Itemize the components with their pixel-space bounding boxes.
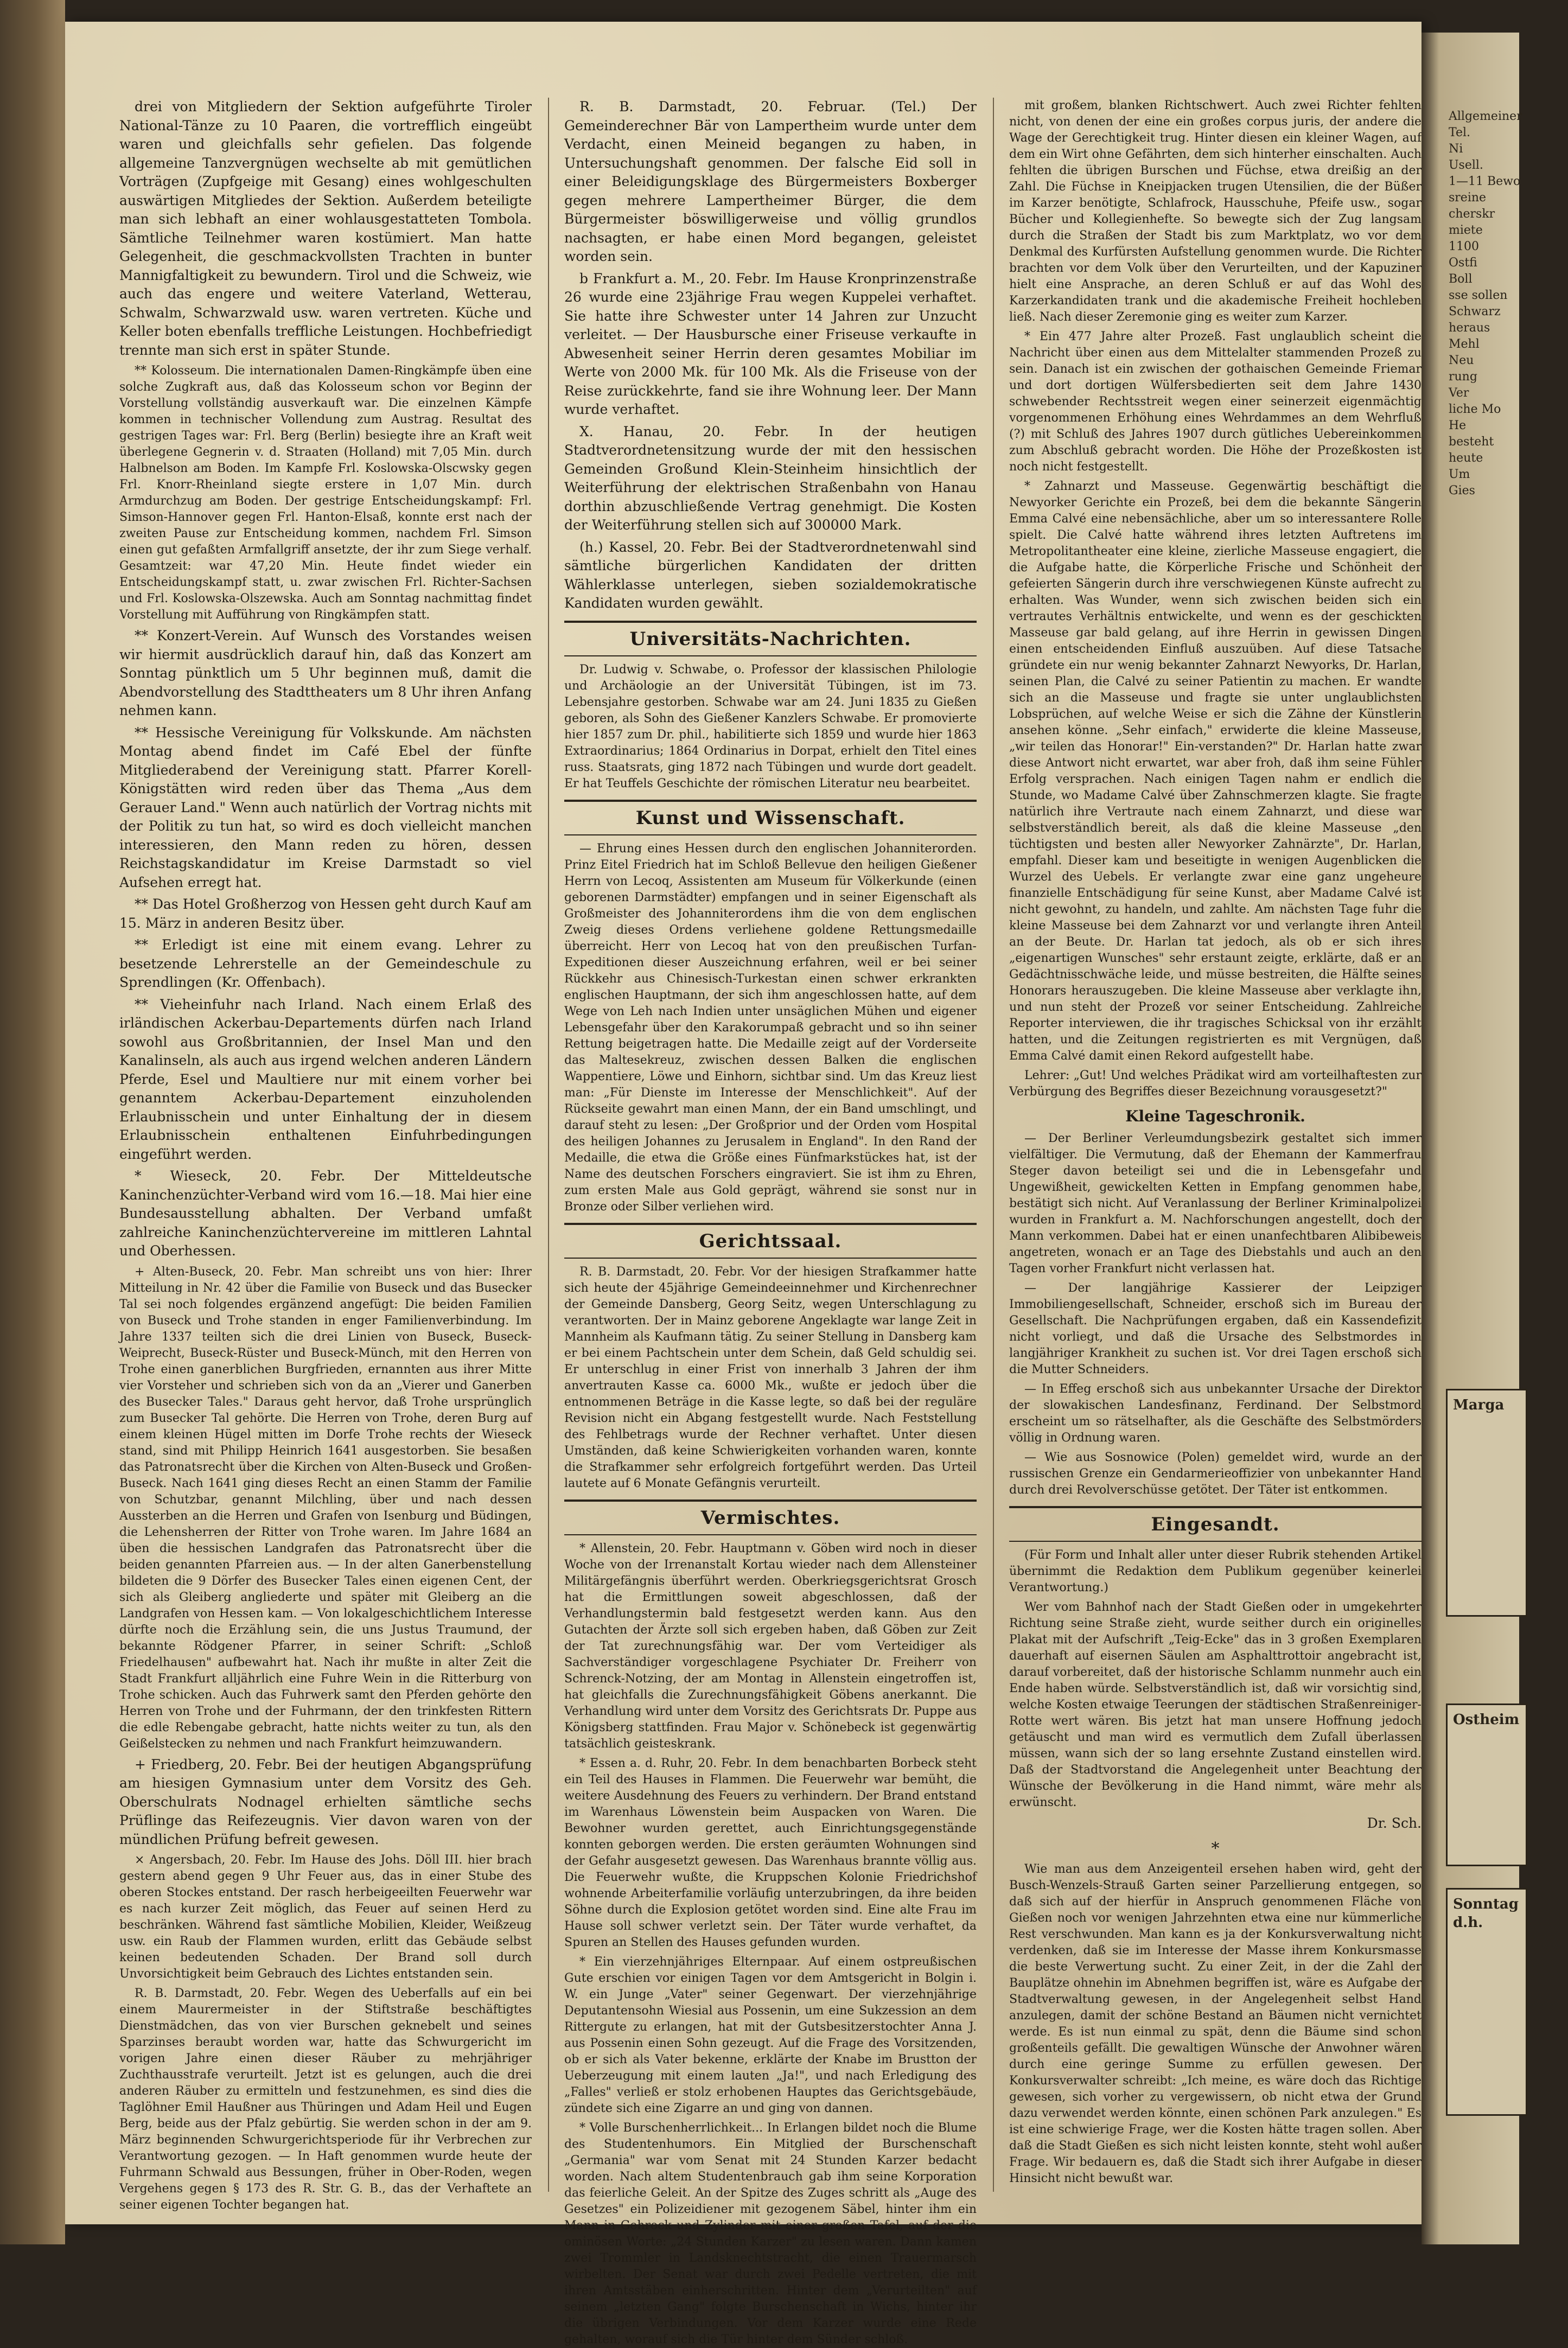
article-paragraph: Wie man aus dem Anzeigenteil ersehen haben wird, geht der Busch-Wenzels-Strauß Garten seiner Parzellierung entgegen, so daß sich auf der hierfür in Anspruch genommenen Fläche von Gießen noch vor wenigen Jahrzehnten etwa eine nur kümmerliche Rest verschwunden. Man kann es ja der Konkursverwaltung nicht verdenken, daß sie im Interesse der Masse ihrem Konkursmasse die beste Verwertung sucht. Zu einer Zeit, in der die Zahl der Bauplätze ohnehin im Abnehmen begriffen ist, wäre es Aufgabe der Stadtverwaltung gewesen, in der Angelegenheit selbst Hand anzulegen, damit der schöne Bestand an Bäumen nicht vernichtet werde. Es ist nun einmal zu spät, denn die Bäume sind schon großenteils gefällt. Die gewaltigen Wünsche der Anwohner wären durch eine geringe Summe zu erfüllen gewesen. Der Konkursverwalter schreibt: „Ich meine, es wäre doch das Richtige gewesen, sich vorher zu vergewissern, ob nicht etwa der Grund dazu verwendet werden könnte, einen schönen Park anzulegen." Es ist eine schwierige Frage, wer die Kosten hätte tragen sollen. Aber daß die Stadt Gießen es sich nicht leisten konnte, steht wohl außer Frage. Wir bedauern es, daß die Stadt sich ihrer Aufgabe in dieser Hinsicht nicht bewußt war. — [1009, 1862, 1422, 2185]
article-paragraph: * Allenstein, 20. Febr. Hauptmann v. Göben wird noch in dieser Woche von der Irrenanstalt Kortau wieder nach dem Allensteiner Militärgefängnis überführt werden. Oberkriegsgerichtsrat Grosch hat die Ermittlungen soweit abgeschlossen, daß der Verhandlungstermin bald festgesetzt werden kann. Aus den Gutachten der Ärzte soll sich ergeben haben, daß Göben zur Zeit der Tat zurechnungsfähig war. Der vom Verteidiger als Sachverständiger vorgeschlagene Psychiater Dr. Freiherr von Schrenck-Notzing, der am Montag in Allenstein eingetroffen ist, hat gleichfalls die Zurechnungsfähigkeit Göbens anerkannt. Die Verhandlung wird unter dem Vorsitz des Gerichtsrats Dr. Puppe aus Königsberg stattfinden. Frau Major v. Schönebeck ist gegenwärtig tatsächlich geisteskrank. — [564, 1541, 977, 1751]
section-heading: Vermischtes. — [564, 1500, 977, 1535]
signature: Dr. Sch. — [1367, 1815, 1422, 1831]
article-paragraph: R. B. Darmstadt, 20. Febr. Vor der hiesigen Strafkammer hatte sich heute der 45jährige Gemeindeeinnehmer und Kirchenrechner der Gemeinde Dansberg, Georg Seitz, wegen Unterschlagung zu verantworten. Der in Mainz geborene Angeklagte war lange Zeit in Mannheim als Kaufmann tätig. Zu seiner Stellung in Dansberg kam er bei einem Pachtschein unter dem Schein, daß Geld schuldig sei. Er unterschlug in einer Frist von innerhalb 3 Jahren der ihm anvertrauten Kasse ca. 6000 Mk., wußte er jedoch über die entnommenen Beträge in die Kasse legte, so daß bei der reguläre Revision nicht ein Abgang festgestellt wurde. Nach Feststellung des Fehlbetrags wurde der Rechner verhaftet. Unter diesen Umständen, daß keine Schwierigkeiten vorhanden waren, konnte die Strafkammer sehr erfolgreich fortgeführt werden. Das Urteil lautete auf 6 Monate Gefängnis verurteilt. — [564, 1265, 977, 1490]
advertisement-text: Ostheim — [1453, 1712, 1520, 1728]
article-paragraph: * Zahnarzt und Masseuse. Gegenwärtig beschäftigt die Newyorker Gerichte ein Prozeß, bei dem die bekannte Sängerin Emma Calvé eine nebensächliche, aber um so interessantere Rolle spielt. Die Calvé hatte während ihres letzten Auftretens im Metropolitantheater eine kleine, zierliche Masseuse engagiert, die die Aufgabe hatte, die Körperliche Frische und Schönheit der gefeierten Sängerin durch ihre verschwiegenen Künste aufrecht zu erhalten. Was Wunder, wenn sich zwischen beiden sich ein vertrautes Verhältnis entwickelte, und wenn es der geschickten Masseuse gar bald gelang, auf ihre Herrin in gewissen Dingen einen entscheidenden Einfluß auszuüben. Auf diese Tatsache gründete ein nur wenig bekannter Zahnarzt Newyorks, Dr. Harlan, seinen Plan, die Calvé zu seiner Patientin zu machen. Er wandte sich an die Masseuse und fragte sie unter unglaublichsten Lobsprüchen, auf welche Weise er sich die Zähne der Künstlerin ansehen könne. „Sehr einfach," erwiderte die kleine Masseuse, „wir teilen das Honorar!" Ein-verstanden?" Dr. Harlan hatte zwar diese Antwort nicht erwartet, war aber froh, daß ihm seine Fühler Erfolg versprachen. Nach einigen Tagen nahm er endlich die Stunde, wo Madame Calvé über Zahnschmerzen klagte. Sie fragte natürlich ihre Vertraute nach einem Zahnarzt, und diese war selbstverständlich bereit, als daß die kleine Masseuse „den tüchtigsten und besten aller Newyorker Zahnärzte", Dr. Harlan, empfahl. Dieser kam und beseitigte in wenigen Augenblicken die Wurzel des Uebels. Er verlangte zwar eine ganz ungeheure finanzielle Entschädigung für seine Kunst, aber Madame Calvé ist nicht gewohnt, zu handeln, und zahlte. Am nächsten Tage fuhr die kleine Masseuse bei dem Zahnarzt vor und verlangte ihren Anteil an der Beute. Dr. Harlan tat jedoch, als ob er sich ihres „eigenartigen Wunsches" sehr erstaunt zeigte, erklärte, daß er an Gedächtnisschwäche leide, und müsse bestreiten, die Hälfte seines Honorars herauszugeben. Die kleine Masseuse aber verklagte ihn, und nun steht der Prozeß vor seiner Entscheidung. Zahlreiche Reporter interviewen, die ihr tragisches Schicksal von ihr erzählt hatten, und die Zeitungen registrierten es mit Vergnügen, daß Emma Calvé damit einen Rekord aufgestellt habe. — [1009, 480, 1422, 1063]
article-paragraph: R. B. Darmstadt, 20. Februar. (Tel.) Der Gemeinderechner Bär von Lampertheim wurde unter dem Verdacht, einen Meineid begangen zu haben, in Untersuchungshaft genommen. Der falsche Eid soll in einer Beleidigungsklage des Bürgermeisters Boxberger gegen mehrere Lampertheimer Bürger, die dem Bürgermeister böswilligerweise und völlig grundlos nachsagten, er habe einen Mord begangen, geleistet worden sein. — [564, 99, 977, 264]
advertisement-text: Marga — [1453, 1397, 1505, 1413]
article-paragraph: b Frankfurt a. M., 20. Febr. Im Hause Kronprinzenstraße 26 wurde eine 23jährige Frau wegen Kuppelei verhaftet. Sie hatte ihre Schwester unter 14 Jahren zur Unzucht verleitet. — Der Hausbursche einer Friseuse verkaufte in Abwesenheit seiner Herrin deren gesamtes Mobiliar im Werte von 2000 Mk. für 100 Mk. Als die Friseuse von der Reise zurückkehrte, fand sie ihre Wohnung leer. Der Mann wurde verhaftet. — [564, 270, 977, 417]
column-rule — [993, 98, 994, 2192]
article-paragraph: ** Konzert-Verein. Auf Wunsch des Vorstandes weisen wir hiermit ausdrücklich darauf hin, daß das Konzert am Sonntag pünktlich um 5 Uhr beginnen muß, damit die Abendvorstellung des Stadttheaters um 8 Uhr ihren Anfang nehmen kann. — [119, 628, 532, 718]
article-paragraph: — Ehrung eines Hessen durch den englischen Johanniterorden. Prinz Eitel Friedrich hat im Schloß Bellevue den heiligen Gießener Herrn von Lecoq, Assistenten am Museum für Völkerkunde (einen geborenen Darmstädter) empfangen und in seiner Eigenschaft als Großmeister des Johanniterordens ihm die von dem englischen Zweig dieses Ordens verliehene goldene Rettungsmedaille überreicht. Herr von Lecoq hat von den preußischen Turfan-Expeditionen dieser Auszeichnung erfahren, weil er bei seiner Rückkehr aus Chinesisch-Turkestan einen schwer erkrankten englischen Hauptmann, der sich ihm angeschlossen hatte, auf dem Wege von Leh nach Indien unter unsäglichen Mühen und eigener Lebensgefahr über den Karakorumpaß gebracht und so ihn seiner Rettung beigetragen hatte. Die Medaille zeigt auf der Vorderseite das Maltesekreuz, zwischen dessen Balken die englischen Wappentiere, Löwe und Einhorn, sichtbar sind. Um das Kreuz liest man: „Für Dienste im Interesse der Menschlichkeit". Auf der Rückseite gewahrt man einen Mann, der ein Band umschlingt, und darauf steht zu lesen: „Der Großprior und der Orden vom Hospital des heiligen Johannes zu Jerusalem in England". In den Rand der Medaille, die etwa die Größe eines Fünfmarkstückes hat, ist der Name des deutschen Forschers eingraviert. Sie ist ihm zu Ehren, zum ersten Male aus Gold geprägt, während sie sonst nur in Bronze oder Silber verliehen wird. — [564, 841, 977, 1214]
article-paragraph: — In Effeg erschoß sich aus unbekannter Ursache der Direktor der slowakischen Landesfinanz, Ferdinand. Der Selbstmord erscheint um so rätselhafter, als die Geschäfte des Selbstmörders völlig in Ordnung waren. — [1009, 1382, 1422, 1445]
section-heading: Eingesandt. — [1009, 1506, 1422, 1542]
book-binding-gutter — [0, 0, 65, 2244]
article-paragraph: * Essen a. d. Ruhr, 20. Febr. In dem benachbarten Borbeck steht ein Teil des Hauses in Flammen. Die Feuerwehr war bemüht, die weitere Ausdehnung des Feuers zu verhindern. Der Brand entstand im Warenhaus Löwenstein beim Auspacken von Waren. Die Bewohner wurden gerettet, auch Einrichtungsgegenstände konnten geborgen werden. Die ersten geräumten Wohnungen sind der Gefahr ausgesetzt gewesen. Das Warenhaus brannte völlig aus. Die Feuerwehr wußte, die Kruppschen Kolonie Friedrichshof wohnende Arbeiterfamilie vorläufig unterzubringen, da ihre beiden Söhne durch die Explosion getötet worden sind. Eine alte Frau im Hause soll schwer verletzt sein. Der Täter wurde verhaftet, da Spuren an Stellen des Hauses gefunden wurden. — [564, 1756, 977, 1949]
article-paragraph: X. Hanau, 20. Febr. In der heutigen Stadtverordnetensitzung wurde der mit den hessischen Gemeinden Großund Klein-Steinheim hinsichtlich der Weiterführung der elektrischen Straßenbahn von Hanau dorthin abzuschließende Vertrag genehmigt. Die Kosten der Weiterführung stellen sich auf 300000 Mark. — [564, 423, 977, 533]
column-rule — [548, 98, 549, 2192]
article-paragraph: * Ein 477 Jahre alter Prozeß. Fast unglaublich scheint die Nachricht über einen aus dem Mittelalter stammenden Prozeß zu sein. Danach ist ein zwischen der gothaischen Gemeinde Friemar und dort dortigen Wülfersbedierten seit dem Jahre 1430 schwebender Rechtsstreit wegen einer seinerzeit eigenmächtig vorgenommenen Erhöhung eines Wehrdammes an dem Wehrfluß (?) mit Schluß des Jahres 1907 durch gütliches Uebereinkommen zum Abschluß gebracht worden. Die Höhe der Prozeßkosten ist noch nicht festgestellt. — [1009, 330, 1422, 474]
section-heading: Kunst und Wissenschaft. — [564, 800, 977, 835]
article-paragraph: ** Erledigt ist eine mit einem evang. Lehrer zu besetzende Lehrerstelle an der Gemeindeschule zu Sprendlingen (Kr. Offenbach). — [119, 937, 532, 990]
article-paragraph: Dr. Ludwig v. Schwabe, o. Professor der klassischen Philologie und Archäologie an der Universität Tübingen, ist im 73. Lebensjahre gestorben. Schwabe war am 24. Juni 1835 zu Gießen geboren, als Sohn des Gießener Kanzlers Schwabe. Er promovierte hier 1857 zum Dr. phil., habilitierte sich 1859 und wurde hier 1863 Extraordinarius; 1864 Ordinarius in Dorpat, erhielt den Titel eines russ. Staatsrats, ging 1872 nach Tübingen und wurde dort geadelt. Er hat Teuffels Geschichte der römischen Literatur neu bearbeitet. — [564, 662, 977, 790]
section-divider: * — [1211, 1839, 1220, 1858]
article-paragraph: ** Hessische Vereinigung für Volkskunde. Am nächsten Montag abend findet im Café Ebel der fünfte Mitgliederabend der Vereinigung statt. Pfarrer Korell-Königstätten wird reden über das Thema „Aus dem Gerauer Land." Wenn auch natürlich der Vortrag nichts mit der Politik zu tun hat, so wird es doch vielleicht manchen interessieren, den Mann reden zu hören, dessen Reichstagskandidatur im Kreise Darmstadt so viel Aufsehen erregt hat. — [119, 724, 532, 890]
advertisement-box — [1446, 1389, 1527, 1617]
next-page-edge — [1422, 33, 1522, 2244]
article-paragraph: — Wie aus Sosnowice (Polen) gemeldet wird, wurde an der russischen Grenze ein Gendarmerieoffizier von unbekannter Hand durch drei Revolverschüsse getötet. Der Täter ist entkommen. — [1009, 1451, 1422, 1497]
article-paragraph: ** Das Hotel Großherzog von Hessen geht durch Kauf am 15. März in anderen Besitz über. — [119, 896, 532, 931]
article-paragraph: mit großem, blanken Richtschwert. Auch zwei Richter fehlten nicht, von denen der eine ein großes corpus juris, der andere die Wage der Gerechtigkeit trug. Hinter diesen ein kleiner Wagen, auf dem ein Wirt ohne Gefährten, dem sich hinterher einschalten. Auch fehlten die übrigen Burschen und Füchse, etwa dreißig an der Zahl. Die Füchse in Kneipjacken trugen Utensilien, die der Büßer im Karzer benötigte, Schlafrock, Hausschuhe, Pfeife usw., sogar Bücher und Kollegienhefte. So bewegte sich der Zug langsam durch die Straßen der Stadt bis zum Marktplatz, wo vor dem Denkmal des Kurfürsten Aufstellung genommen wurde. Die Richter brachten vor dem Volk über den Verurteilten, und der Kapuziner hielt eine Ansprache, an deren Schluß er auf das Wohl des Karzerkandidaten trank und die akademische Freiheit hochleben ließ. Nach dieser Zeremonie ging es weiter zum Karzer. — [1009, 99, 1422, 324]
article-paragraph: drei von Mitgliedern der Sektion aufgeführte Tiroler National-Tänze zu 10 Paaren, die vortrefflich eingeübt waren und gleichfalls sehr gefielen. Das folgende allgemeine Tanzvergnügen wechselte ab mit gemütlichen Vorträgen (Zupfgeige mit Gesang) eines wohlgeschulten auswärtigen Mitgliedes der Sektion. Außerdem beteiligte man sich lebhaft an einer wohlausgestatteten Tombola. Sämtliche Teilnehmer waren kostümiert. Man hatte Gelegenheit, die geschmackvollsten Trachten in bunter Mannigfaltigkeit zu bewundern. Tirol und die Schweiz, wie auch das engere und weitere Vaterland, Wetterau, Schwalm, Schwarzwald usw. waren vertreten. Küche und Keller boten ebenfalls treffliche Leistungen. Hochbefriedigt trennte man sich erst in später Stunde. — [119, 99, 532, 358]
column-middle — [564, 98, 977, 2346]
article-paragraph: ** Kolosseum. Die internationalen Damen-Ringkämpfe üben eine solche Zugkraft aus, daß das Kolosseum schon vor Beginn der Vorstellung vollständig ausverkauft war. Die einzelnen Kämpfe kommen in technischer Vollendung zum Austrag. Resultat des gestrigen Tages war: Frl. Berg (Berlin) besiegte ihre an Kraft weit überlegene Gegnerin v. d. Straaten (Holland) mit 7,05 Min. durch Halbnelson am Boden. Im Kampfe Frl. Koslowska-Olscwsky gegen Frl. Knorr-Rheinland siegte erstere in 1,07 Min. durch Armdurchzug am Boden. Der gestrige Entscheidungskampf: Frl. Simson-Hannover gegen Frl. Hanton-Elsaß, konnte erst nach der zweiten Pause zur Entscheidung kommen, nachdem Frl. Simson einen gut gefaßten Armfallgriff ansetzte, der ihr zum Siege verhalf. Gesamtzeit: war 47,20 Min. Heute findet wieder ein Entscheidungskampf statt, u. zwar zwischen Frl. Richter-Sachsen und Frl. Koslowska-Olszewska. Auch am Sonntag nachmittag findet Vorstellung mit Aufführung von Ringkämpfen statt. — [119, 364, 532, 622]
article-paragraph: (h.) Kassel, 20. Febr. Bei der Stadtverordnetenwahl sind sämtliche bürgerlichen Kandidaten der dritten Wählerklasse unterlegen, sieben sozialdemokratische Kandidaten wurden gewählt. — [564, 539, 977, 611]
subsection-heading: Kleine Tageschronik. — [1125, 1107, 1305, 1125]
advertisement-box — [1446, 1888, 1527, 2116]
article-paragraph: × Angersbach, 20. Febr. Im Hause des Johs. Döll III. hier brach gestern abend gegen 9 Uhr Feuer aus, das in einer Stube des oberen Stockes entstand. Der rasch herbeigeeilten Feuerwehr war es nach kurzer Zeit möglich, das Feuer auf seinen Herd zu beschränken. Während fast sämtliche Mobilien, Kleider, Weißzeug usw. ein Raub der Flammen wurden, erlitt das Gebäude selbst keinen bedeutenden Schaden. Der Brand soll durch Unvorsichtigkeit beim Gebrauch des Lichtes entstanden sein. — [119, 1853, 532, 1981]
column-right — [1009, 98, 1422, 2203]
article-paragraph: + Friedberg, 20. Febr. Bei der heutigen Abgangsprüfung am hiesigen Gymnasium unter dem Vorsitz des Geh. Oberschulrats Nodnagel erhielten sämtliche sechs Prüflinge das Reifezeugnis. Vier davon waren von der mündlichen Prüfung befreit gewesen. — [119, 1756, 532, 1847]
next-page-text-fragments: Allgemeiner Tel. Ni Usell. 1—11 Bewo sreine cherskr miete 1100 Ostfi Boll sse sollen Schwarz heraus Mehl Neu rung Ver liche Mo He besteht heute Um Gies — [1449, 110, 1522, 497]
newspaper-page — [65, 22, 1422, 2346]
advertisement-text: Sonntag d.h. — [1453, 1896, 1519, 1931]
article-paragraph: * Wieseck, 20. Febr. Der Mitteldeutsche Kaninchenzüchter-Verband wird vom 16.—18. Mai hier eine Bundesausstellung abhalten. Der Verband umfaßt zahlreiche Kaninchenzüchtervereine im mittleren Lahntal und Oberhessen. — [119, 1168, 532, 1259]
column-left — [119, 98, 532, 2212]
article-paragraph: ** Vieheinfuhr nach Irland. Nach einem Erlaß des irländischen Ackerbau-Departements dürfen nach Irland sowohl aus Großbritannien, der Insel Man und den Kanalinseln, als auch aus irgend welchen anderen Ländern Pferde, Esel und Maultiere nur mit einem vorher bei genanntem Ackerbau-Departement einzuholenden Erlaubnisschein und unter Einhaltung der in diesem Erlaubnisschein enthaltenen Einfuhrbedingungen eingeführt werden. — [119, 996, 532, 1162]
article-paragraph: + Alten-Buseck, 20. Febr. Man schreibt uns von hier: Ihrer Mitteilung in Nr. 42 über die Familie von Buseck und das Busecker Tal sei noch folgendes ergänzend angefügt: Die beiden Familien von Buseck und Trohe standen in enger Familienverbindung. Im Jahre 1337 teilten sich die drei Linien von Buseck, Buseck-Weiprecht, Buseck-Rüster und Buseck-Münch, mit den Herren von Trohe einen ganerblichen Burgfrieden, ernannten aus ihrer Mitte vier Vorsteher und schrieben sich von da an „Vierer und Ganerben des Busecker Tales." Daraus geht hervor, daß Trohe ursprünglich zum Busecker Tal gehörte. Die Herren von Trohe, deren Burg auf einem kleinen Hügel mitten im Dorfe Trohe rechts der Wieseck stand, sind mit Philipp Heinrich 1641 ausgestorben. Sie besaßen das Patronatsrecht über die Kirchen von Alten-Buseck und Großen-Buseck. Nach 1641 ging dieses Recht an einen Stamm der Familie von Schutzbar, genannt Milchling, über und nach dessen Aussterben an die Herren und Grafen von Isenburg und Büdingen, die Lehensherren der Ritter von Trohe waren. Im Jahre 1684 an üben die hessischen Landgrafen das Patronatsrecht über die beiden genannten Pfarreien aus. — In der alten Ganerbenstellung bildeten die 9 Dörfer des Busecker Tales einen eigenen Cent, der sich als Gleiberg angliederte und später mit Gleiberg an die Landgrafen von Hessen kam. — Von lokalgeschichtlichem Interesse dürfte noch die Erzählung sein, die uns Justus Traumund, der bekannte Rödgener Pfarrer, in seiner Schrift: „Schloß Friedelhausen" aufbewahrt hat. Nach ihr mußte in alter Zeit die Stadt Frankfurt alljährlich eine Fuhre Wein in die Ritterburg von Trohe schicken. Auch das Fuhrwerk samt den Pferden gehörte den Herren von Trohe und der Fuhrmann, der den trinkfesten Rittern die edle Rebengabe gebracht, hatte nichts weiter zu tun, als den Geißelstecken zu nehmen und nach Frankfurt heimzuwandern. — [119, 1265, 532, 1751]
article-paragraph: Lehrer: „Gut! Und welches Prädikat wird am vorteilhaftesten zur Verbürgung des Begriffes dieser Bezeichnung vorausgesetzt?" — [1009, 1069, 1422, 1099]
article-paragraph: R. B. Darmstadt, 20. Febr. Wegen des Ueberfalls auf ein bei einem Maurermeister in der Stiftstraße beschäftigtes Dienstmädchen, das von vier Burschen geknebelt und seines Sparzinses beraubt worden war, hatte das Schwurgericht im vorigen Jahre einen dieser Räuber zu mehrjähriger Zuchthausstrafe verurteilt. Jetzt ist es gelungen, auch die drei anderen Räuber zu ermitteln und festzunehmen, es sind dies die Taglöhner Emil Haußner aus Thüringen und Adam Heil und Eugen Berg, beide aus der Pfalz gebürtig. Sie werden schon in der am 9. März beginnenden Schwurgerichtsperiode für ihr Verbrechen zur Verantwortung gezogen. — In Haft genommen wurde heute der Fuhrmann Schwald aus Bessungen, früher in Ober-Roden, wegen Vergehens gegen § 173 des R. Str. G. B., das der Verhaftete an seiner eigenen Tochter begangen hat. — [119, 1987, 532, 2212]
section-heading: Gerichtssaal. — [564, 1223, 977, 1259]
advertisement-box — [1446, 1703, 1527, 1866]
article-paragraph: Wer vom Bahnhof nach der Stadt Gießen oder in umgekehrter Richtung seine Straße zieht, wurde seither durch ein originelles Plakat mit der Aufschrift „Teig-Ecke" das in 3 großen Exemplaren dauerhaft auf eisernen Säulen am Asphalttrottoir angebracht ist, darauf vorbereitet, daß der historische Schlamm nunmehr auch ein Ende haben würde. Selbstverständlich ist, daß wir vorsichtig sind, welche Kosten etwaige Teerungen der städtischen Straßenreiniger-Rotte wert wären. Bis jetzt hat man unsere Hoffnung jedoch getäuscht und man wird es vermutlich dem Zufall überlassen müssen, wann sich der so lang ersehnte Zustand einstellen wird. Daß der Stadtvorstand die Angelegenheit unter Beachtung der Wünsche der Bevölkerung in die Hand nimmt, wäre mehr als erwünscht. — [1009, 1600, 1422, 1809]
article-paragraph: — Der Berliner Verleumdungsbezirk gestaltet sich immer vielfältiger. Die Vermutung, daß der Ehemann der Kammerfrau Steger davon beteiligt sei und die in Lebensgefahr und Ungewißheit, gewickelten Ketten in Empfang genommen habe, bestätigt sich nicht. Auf Veranlassung der Berliner Kriminalpolizei wurden in Frankfurt a. M. Nachforschungen angestellt, doch der Mann verkommen. Dabei hat er einen unanfechtbaren Alibibeweis angetreten, wonach er an Tage des Diebstahls und auch an den Tagen vorher Frankfurt nicht verlassen hat. — [1009, 1132, 1422, 1275]
section-heading: Universitäts-Nachrichten. — [564, 621, 977, 656]
article-paragraph: * Ein vierzehnjähriges Elternpaar. Auf einem ostpreußischen Gute erschien vor einigen Tagen vor dem Amtsgericht in Bolgin i. W. ein Junge „Vater" seiner Gegenwart. Der vierzehnjährige Deputantensohn Wiesial aus Possenin, um eine Sukzession an dem Rittergute zu erlangen, hat mit der Gutsbesitzerstochter Anna J. aus Possenin einen Sohn gezeugt. Auf die Frage des Vorsitzenden, ob er sich als Vater bekenne, erklärte der Knabe im Brustton der Ueberzeugung mit einem lauten „Ja!", und nach Erledigung des „Falles" verließ er stolz erhobenen Hauptes das Gerichtsgebäude, zündete sich eine Zigarre an und ging von dannen. — [564, 1955, 977, 2115]
article-paragraph: (Für Form und Inhalt aller unter dieser Rubrik stehenden Artikel übernimmt die Redaktion dem Publikum gegenüber keinerlei Verantwortung.) — [1009, 1548, 1422, 1594]
article-paragraph: * Volle Burschenherrlichkeit... In Erlangen bildet noch die Blume des Studentenhumors. Ein Mitglied der Burschenschaft „Germania" war vom Senat mit 24 Stunden Karzer bedacht worden. Nach altem Studentenbrauch gab ihm seine Korporation das feierliche Geleit. An der Spitze des Zuges schritt als „Auge des Gesetzes" ein Polizeidiener mit gezogenem Säbel, hinter ihm ein Mann in Gehrock und Zylinder mit einer großen Tafel, auf der die ominösen Worte: „24 Stunden Karzer" zu lesen waren. Dann kamen zwei Trommler in Landsknechtstracht, die einen Trauermarsch wirbelten. Der Senat war durch zwei Pedelle vertreten, die mit ihren Amtsstäben einherschritten. Hinter dem „Verurteilten" auf seinem „letzten Gang" folgte Burschenschaft in Wichs, hinter ihr die übrigen Verbindungen. Vor dem Karzer wurde eine Rede gehalten, worauf sich die Tür hinter dem Sünder schloß. — [564, 2121, 977, 2346]
article-paragraph: — Der langjährige Kassierer der Leipziger Immobiliengesellschaft, Schneider, erschoß sich im Bureau der Gesellschaft. Die Nachprüfungen ergaben, daß ein Kassendefizit nicht vorliegt, und daß die Ursache des Selbstmordes in langjähriger Krankheit zu suchen ist. Vor drei Tagen erschoß sich die Mutter Schneiders. — [1009, 1281, 1422, 1376]
